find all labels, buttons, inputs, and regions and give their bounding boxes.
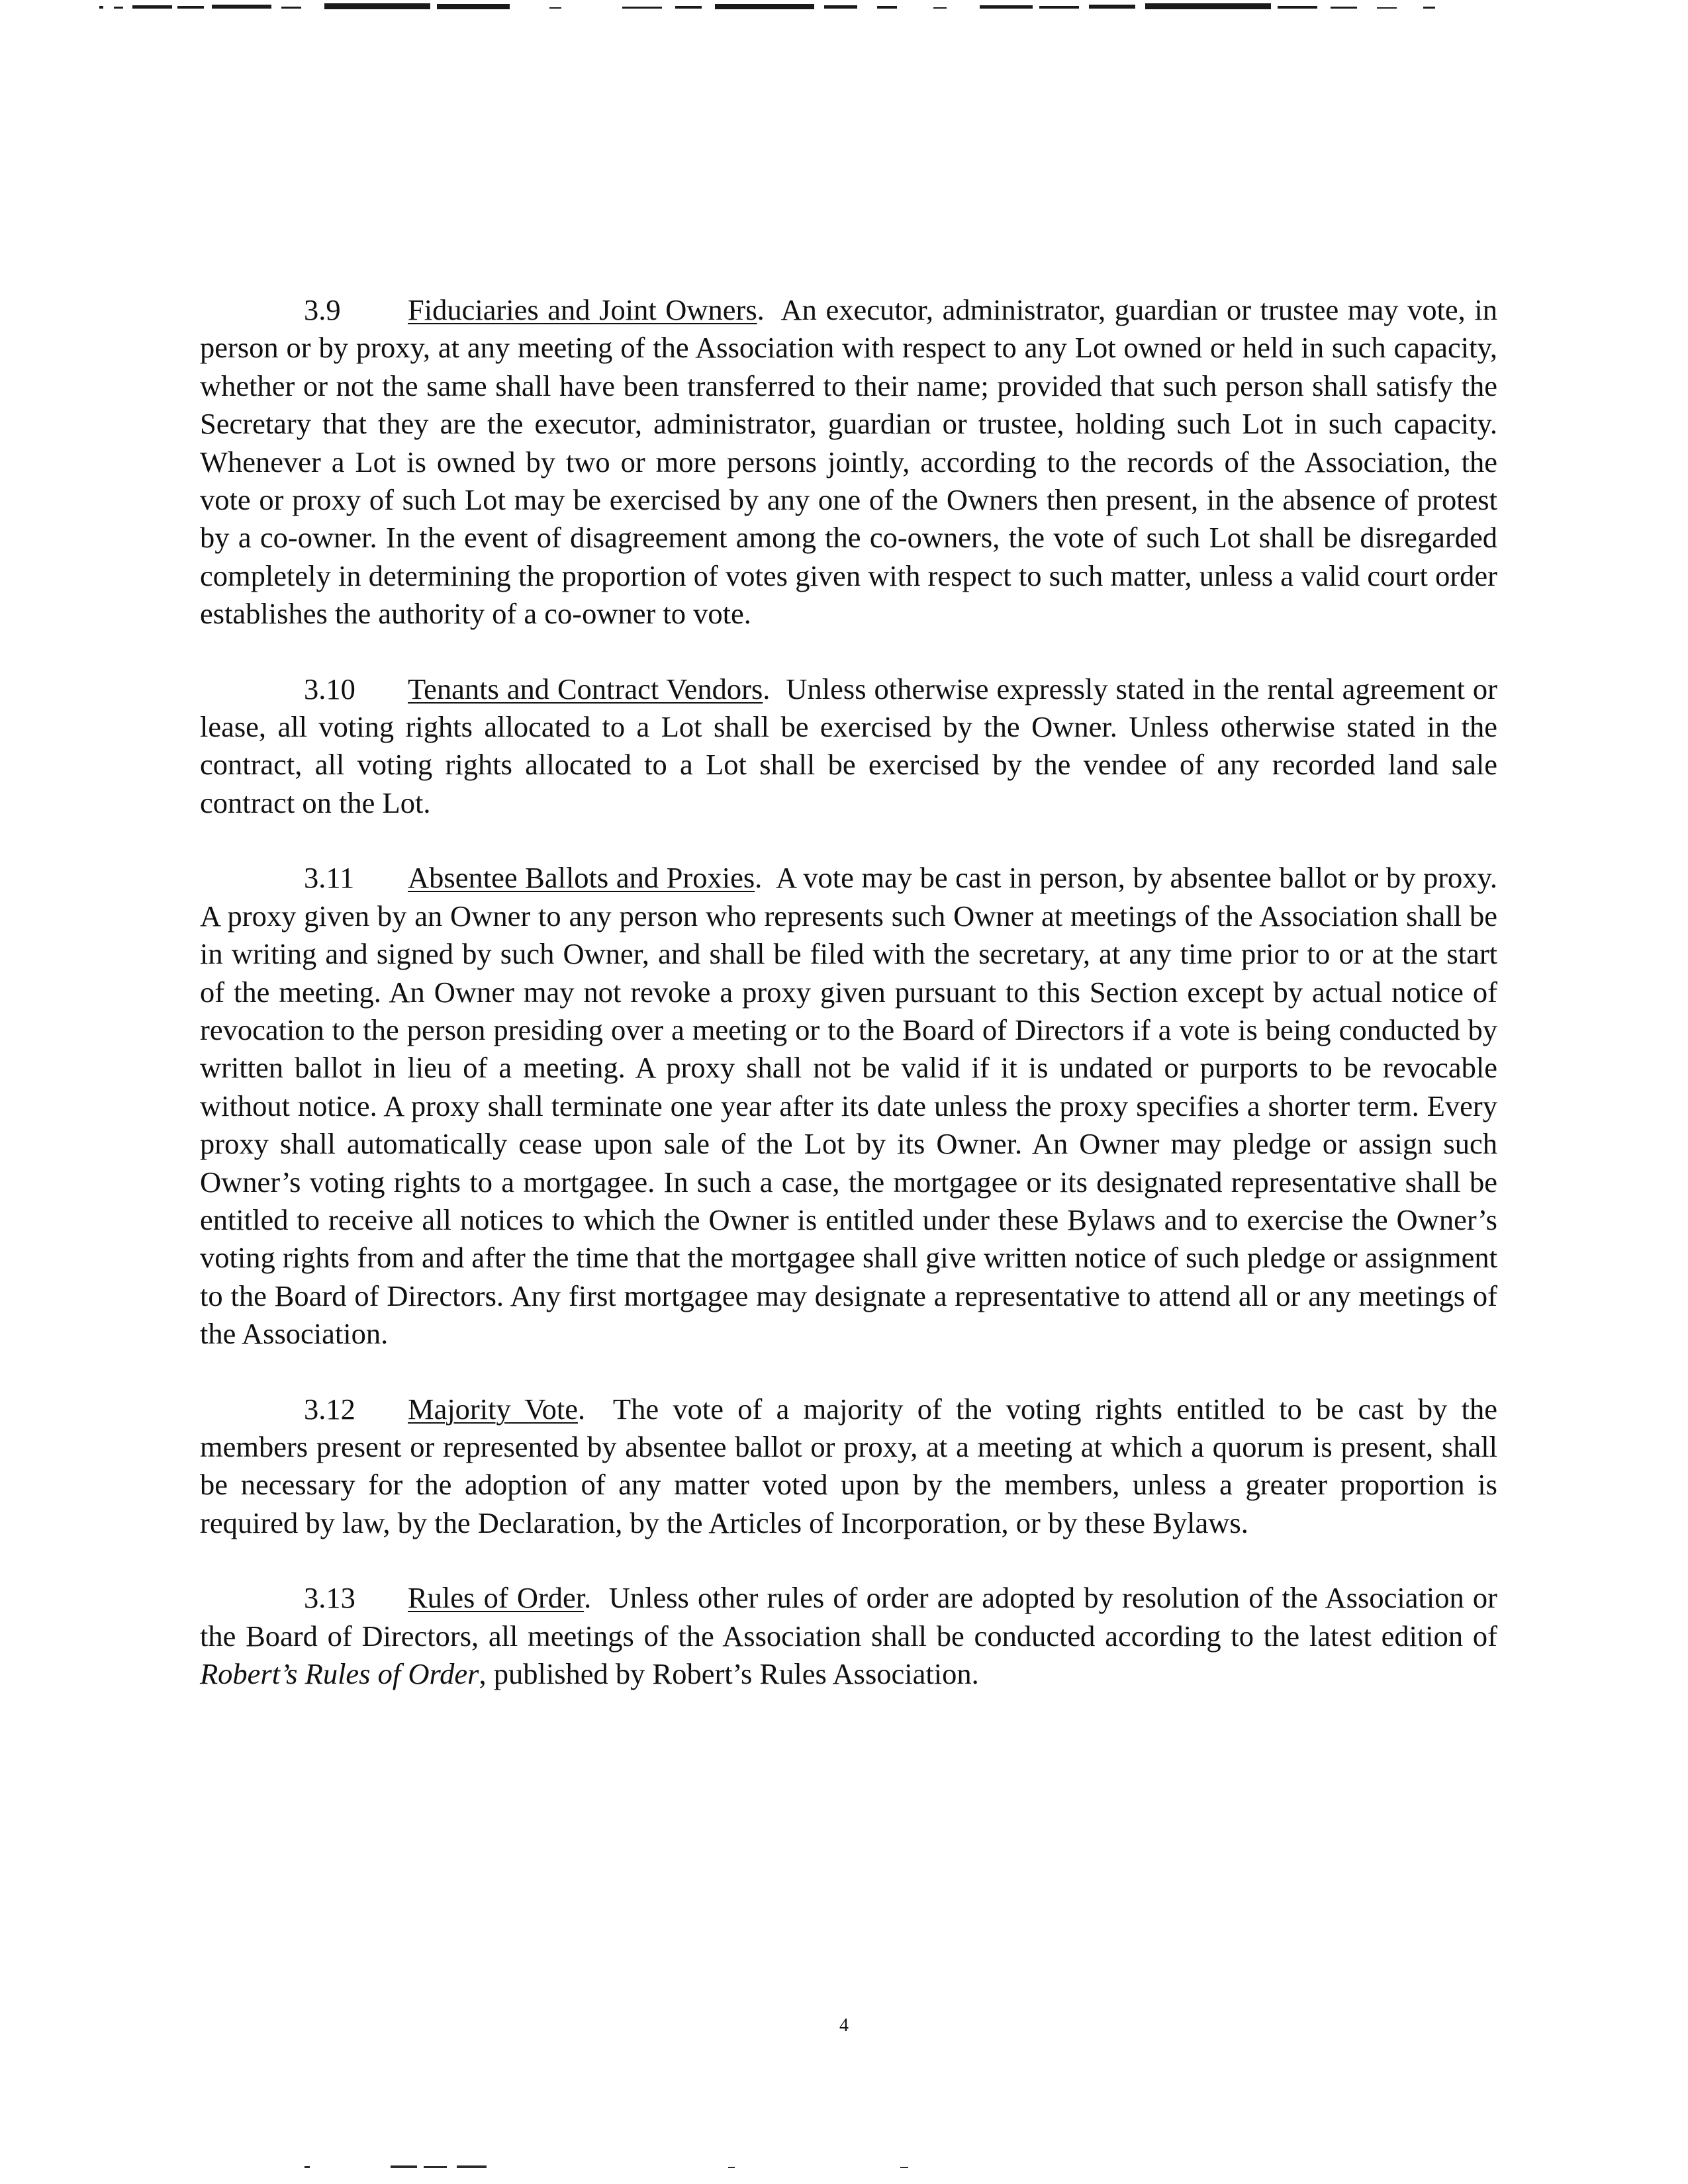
section-number: 3.13 (304, 1581, 355, 1615)
section-heading: Fiduciaries and Joint Owners (408, 293, 757, 326)
document-body (200, 291, 1497, 1730)
scan-artifact-bottom (305, 2163, 966, 2169)
section-3-9: 3.9 Fiduciaries and Joint Owners. An executor, administrator, guardian or trustee may vote, in person or by proxy, at any meeting of the Association with respect to any Lot owned or held in such capacity, whether or not the same shall have been transferred to their name; provided that such person shall satisfy the Secretary that they are the executor, administrator, guardian or trustee, holding such Lot in such capacity. Whenever a Lot is owned by two or more persons jointly, according to the records of the Association, the vote or proxy of such Lot may be exercised by any one of the Owners then present, in the absence of protest by a co-owner. In the event of disagreement among the co-owners, the vote of such Lot shall be disregarded completely in determining the proportion of votes given with respect to such matter, unless a valid court order establishes the authority of a co-owner to vote. (200, 291, 1497, 633)
section-heading: Tenants and Contract Vendors (408, 672, 763, 705)
scan-artifact-top (99, 1, 1529, 11)
section-text-italic: Robert’s Rules of Order (200, 1657, 479, 1690)
section-heading: Rules of Order (408, 1581, 585, 1615)
section-text-after: , published by Robert’s Rules Association. (479, 1657, 979, 1690)
section-heading: Absentee Ballots and Proxies (408, 861, 755, 895)
section-text: An executor, administrator, guardian or trustee may vote, in person or by proxy, at any meeting of the Association with respect to any Lot owned or held in such capacity, whether or not the same shall have been transferred to their name; provided that such person shall satisfy the Secretary that they are the executor, administrator, guardian or trustee, holding such Lot in such capacity. Whenever a Lot is owned by two or more persons jointly, according to the records of the Association, the vote or proxy of such Lot may be exercised by any one of the Owners then present, in the absence of protest by a co-owner. In the event of disagreement among the co-owners, the vote of such Lot shall be disregarded completely in determining the proportion of votes given with respect to such matter, unless a valid court order establishes the authority of a co-owner to vote. (200, 293, 1497, 631)
section-3-11: 3.11 Absentee Ballots and Proxies. A vote may be cast in person, by absentee ballot or by proxy. A proxy given by an Owner to any person who represents such Owner at meetings of the Association shall be in writing and signed by such Owner, and shall be filed with the secretary, at any time prior to or at the start of the meeting. An Owner may not revoke a proxy given pursuant to this Section except by actual notice of revocation to the person presiding over a meeting or to the Board of Directors if a vote is being conducted by written ballot in lieu of a meeting. A proxy shall not be valid if it is undated or purports to be revocable without notice. A proxy shall terminate one year after its date unless the proxy specifies a shorter term. Every proxy shall automatically cease upon sale of the Lot by its Owner. An Owner may pledge or assign such Owner’s voting rights to a mortgagee. In such a case, the mortgagee or its designated representative shall be entitled to receive all notices to which the Owner is entitled under these Bylaws and to exercise the Owner’s voting rights from and after the time that the mortgagee shall give written notice of such pledge or assignment to the Board of Directors. Any first mortgagee may designate a representative to attend all or any meetings of the Association. (200, 859, 1497, 1353)
section-number: 3.9 (304, 293, 341, 326)
section-number: 3.12 (304, 1392, 355, 1426)
section-text-before: Unless other rules of order are adopted by resolution of the Association or the Board of Directors, all meetings of the Association shall be conducted according to the latest edition of (200, 1581, 1497, 1653)
section-text: Unless otherwise expressly stated in the rental agreement or lease, all voting rights allocated to a Lot shall be exercised by the Owner. Unless otherwise stated in the contract, all voting rights allocated to a Lot shall be exercised by the vendee of any recorded land sale contract on the Lot. (200, 672, 1498, 819)
section-3-12: 3.12 Majority Vote. The vote of a majority of the voting rights entitled to be cast by the members present or represented by absentee ballot or proxy, at a meeting at which a quorum is present, shall be necessary for the adoption of any matter voted upon by the members, unless a greater proportion is required by law, by the Declaration, by the Articles of Incorporation, or by these Bylaws. (200, 1390, 1497, 1543)
section-3-13: 3.13 Rules of Order. Unless other rules of order are adopted by resolution of the Association or the Board of Directors, all meetings of the Association shall be conducted according to the latest edition of Robert’s Rules of Order, published by Robert’s Rules Association. (200, 1579, 1497, 1693)
section-3-10: 3.10 Tenants and Contract Vendors. Unless otherwise expressly stated in the rental agreement or lease, all voting rights allocated to a Lot shall be exercised by the Owner. Unless otherwise stated in the contract, all voting rights allocated to a Lot shall be exercised by the vendee of any recorded land sale contract on the Lot. (200, 670, 1497, 823)
section-number: 3.10 (304, 672, 355, 705)
page-number: 4 (839, 2015, 849, 2036)
section-heading: Majority Vote (408, 1392, 578, 1426)
section-text: A vote may be cast in person, by absentee ballot or by proxy. A proxy given by an Owner to any person who represents such Owner at meetings of the Association shall be in writing and signed by such Owner, and shall be filed with the secretary, at any time prior to or at the start of the meeting. An Owner may not revoke a proxy given pursuant to this Section except by actual notice of revocation to the person presiding over a meeting or to the Board of Directors if a vote is being conducted by written ballot in lieu of a meeting. A proxy shall not be valid if it is undated or purports to be revocable without notice. A proxy shall terminate one year after its date unless the proxy specifies a shorter term. Every proxy shall automatically cease upon sale of the Lot by its Owner. An Owner may pledge or assign such Owner’s voting rights to a mortgagee. In such a case, the mortgagee or its designated representative shall be entitled to receive all notices to which the Owner is entitled under these Bylaws and to exercise the Owner’s voting rights from and after the time that the mortgagee shall give written notice of such pledge or assignment to the Board of Directors. Any first mortgagee may designate a representative to attend all or any meetings of the Association. (200, 861, 1497, 1351)
section-number: 3.11 (304, 861, 355, 895)
section-text: The vote of a majority of the voting rights entitled to be cast by the members present or represented by absentee ballot or proxy, at a meeting at which a quorum is present, shall be necessary for the adoption of any matter voted upon by the members, unless a greater proportion is required by law, by the Declaration, by the Articles of Incorporation, or by these Bylaws. (200, 1392, 1497, 1539)
